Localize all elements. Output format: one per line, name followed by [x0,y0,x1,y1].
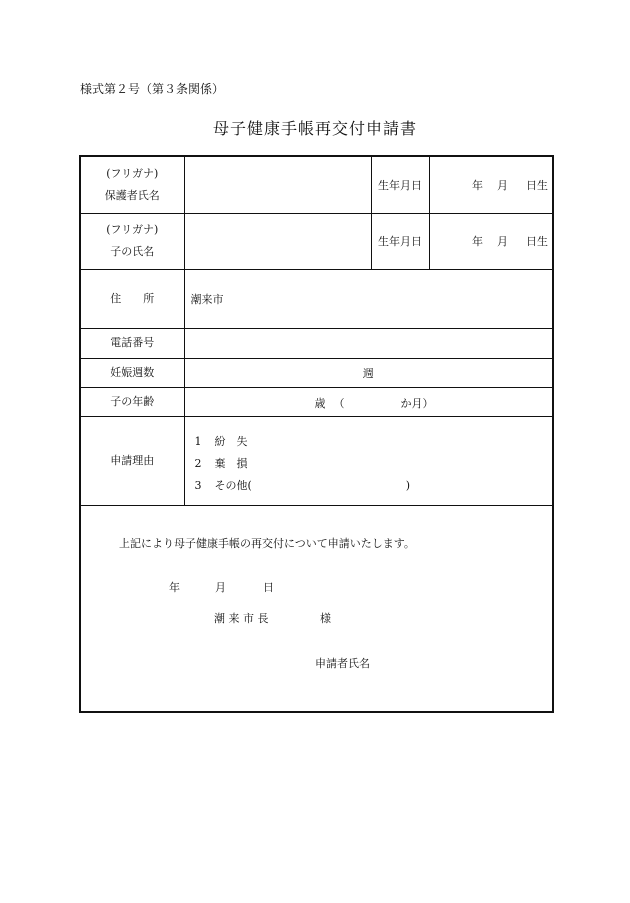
child-name-label: 子の氏名 [110,245,155,258]
child-name-field[interactable] [184,213,371,269]
reason-list [185,417,553,497]
guardian-dob-year: 年 [472,178,483,192]
date-day-label[interactable]: 日 [263,580,274,594]
child-age-row [80,387,553,416]
guardian-dob-field[interactable] [429,156,553,213]
declaration-row [80,505,553,712]
guardian-furigana-label: (フリガナ) [106,166,159,180]
address-field[interactable] [184,269,553,328]
phone-row [80,328,553,358]
child-dob-field[interactable] [429,213,553,269]
child-dob-label: 生年月日 [371,213,429,269]
application-form-table [79,155,554,713]
reason-item-damaged[interactable]: 2 棄 損 [194,456,248,470]
child-dob-day: 日生 [526,235,548,248]
declaration-cell [80,505,553,712]
guardian-dob-label: 生年月日 [371,156,429,213]
child-age-label: 子の年齢 [80,387,184,416]
date-month-label[interactable]: 月 [215,580,226,594]
reason-row [80,416,553,505]
child-age-paren-open: （ [333,396,345,410]
mayor-addressee: 潮 来 市 長 [214,611,269,625]
reason-item-lost[interactable]: 1 紛 失 [194,434,248,448]
guardian-dob-day: 日生 [526,178,548,192]
mayor-honorific: 様 [320,611,331,625]
child-label-cell [80,213,184,269]
pregnancy-field[interactable] [184,358,553,387]
phone-field[interactable] [184,328,553,358]
guardian-dob-month: 月 [497,178,508,192]
applicant-name-label: 申請者氏名 [315,656,370,670]
pregnancy-label: 妊娠週数 [80,358,184,387]
reason-item-other[interactable]: 3 その他( ) [194,478,411,492]
date-year-label[interactable]: 年 [169,580,180,594]
form-number: 様式第２号（第３条関係） [80,82,225,96]
guardian-name-field[interactable] [184,156,371,213]
guardian-label-cell [80,156,184,213]
reason-label: 申請理由 [80,416,184,505]
pregnancy-unit: 週 [362,366,374,380]
child-age-years-unit: 歳 [314,396,326,410]
page-title: 母子健康手帳再交付申請書 [212,119,417,138]
reason-field[interactable] [184,416,553,505]
phone-label: 電話番号 [80,328,184,358]
child-row [80,213,553,269]
child-age-field[interactable] [184,387,553,416]
pregnancy-row [80,358,553,387]
address-row [80,269,553,328]
child-age-months-unit: か月） [400,396,434,410]
guardian-name-label: 保護者氏名 [104,188,160,202]
declaration-statement: 上記により母子健康手帳の再交付について申請いたします。 [119,536,415,550]
child-furigana-label: (フリガナ) [106,223,159,236]
address-value: 潮来市 [190,292,224,306]
child-dob-year: 年 [472,235,483,248]
guardian-row [80,156,553,213]
child-dob-month: 月 [497,235,508,248]
address-label: 住 所 [80,269,184,328]
